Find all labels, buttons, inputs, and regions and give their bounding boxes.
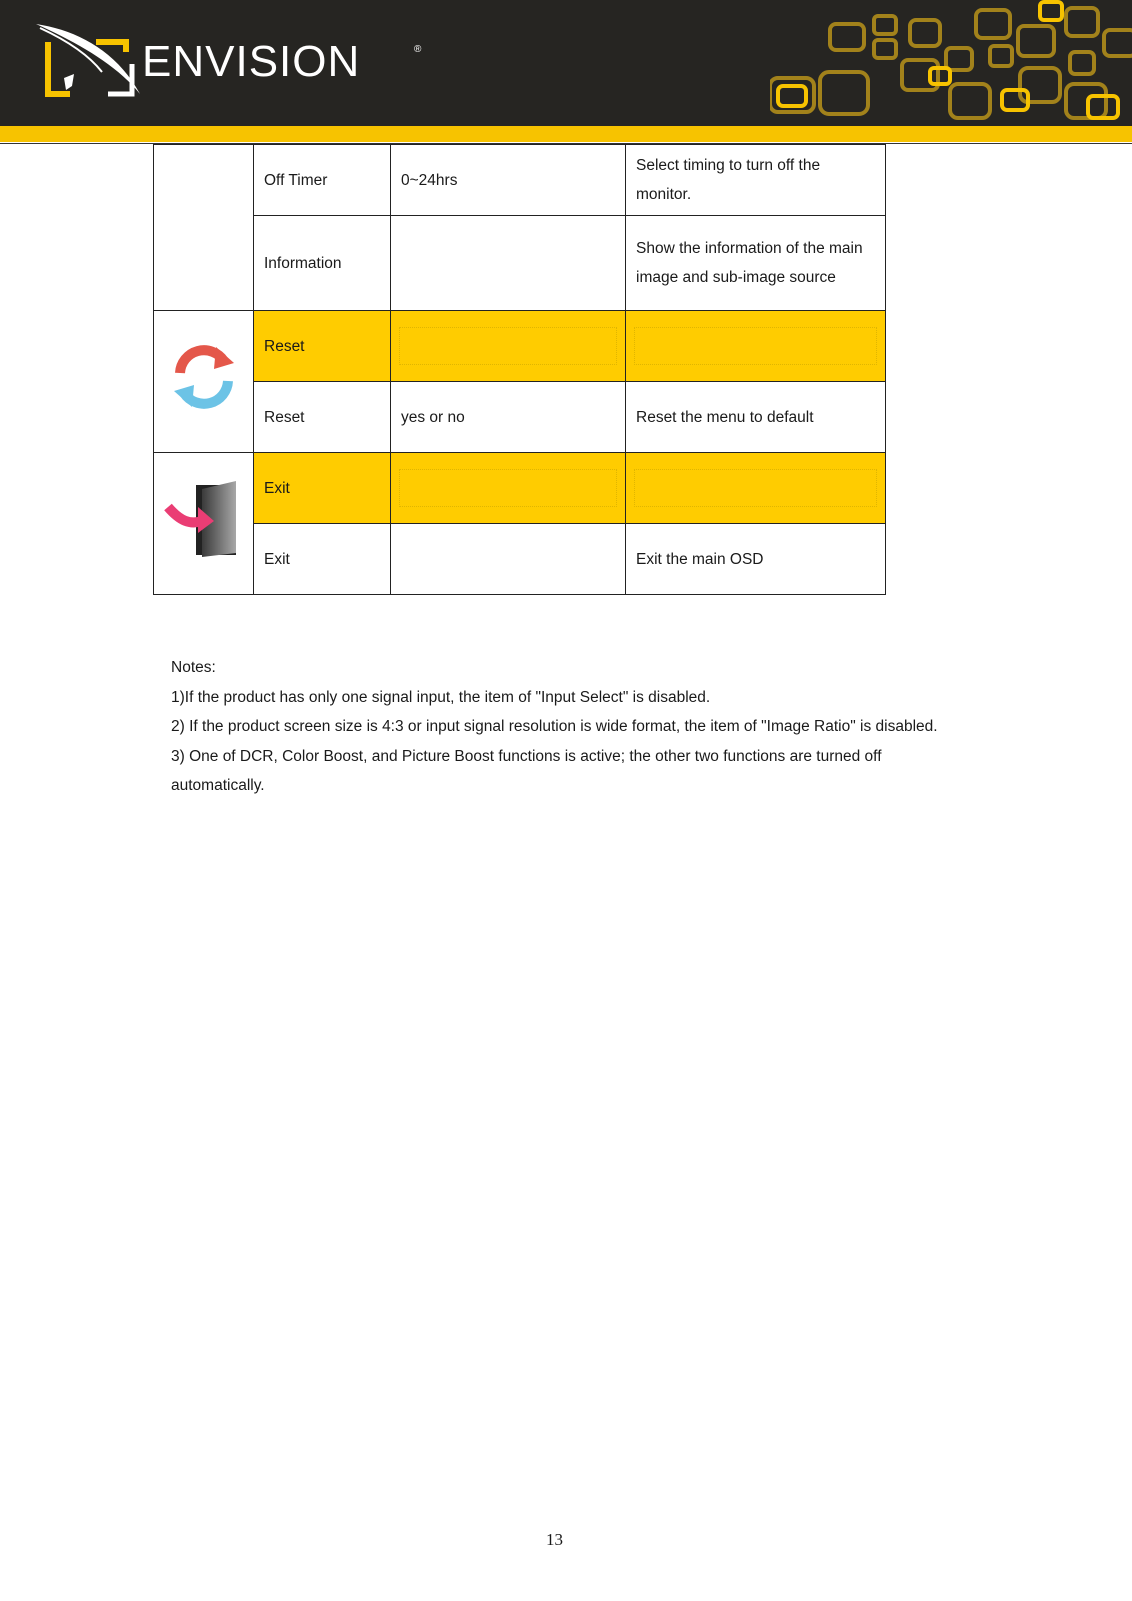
reset-icon xyxy=(168,337,240,417)
page-number: 13 xyxy=(546,1530,563,1549)
brand-name: ENVISION xyxy=(142,37,361,86)
monitor-pattern-decoration xyxy=(770,0,1132,126)
note-item: 1)If the product has only one signal input, the item of "Input Select" is disabled. xyxy=(171,688,711,706)
icon-cell-empty xyxy=(154,145,254,311)
range-cell: 0~24hrs xyxy=(391,145,626,216)
description-cell: Select timing to turn off the monitor. xyxy=(626,145,886,216)
description-cell: Show the information of the main image and sub-image source xyxy=(626,216,886,311)
note-item: 3) One of DCR, Color Boost, and Picture Boost functions is active; the other two functions are turned off automatically. xyxy=(171,747,882,794)
item-cell: Exit xyxy=(254,524,391,595)
section-empty-cell xyxy=(391,453,626,524)
icon-cell xyxy=(154,453,254,595)
section-empty-cell xyxy=(391,311,626,382)
description-cell: Exit the main OSD xyxy=(626,524,886,595)
table-section-row xyxy=(154,453,886,524)
description-cell: Reset the menu to default xyxy=(626,382,886,453)
item-cell: Off Timer xyxy=(254,145,391,216)
notes-title: Notes: xyxy=(171,659,216,676)
table-row xyxy=(154,382,886,453)
item-cell: Information xyxy=(254,216,391,311)
item-cell: Reset xyxy=(254,382,391,453)
range-cell: yes or no xyxy=(391,382,626,453)
notes-section xyxy=(171,653,971,801)
section-empty-cell xyxy=(626,453,886,524)
table-section-row xyxy=(154,311,886,382)
note-item: 2) If the product screen size is 4:3 or input signal resolution is wide format, the item of "Image Ratio" is disabled. xyxy=(171,718,938,735)
header-accent-stripe xyxy=(0,126,1132,142)
header-banner xyxy=(0,0,1132,126)
range-cell xyxy=(391,216,626,311)
icon-cell xyxy=(154,311,254,453)
table-row xyxy=(154,216,886,311)
range-cell xyxy=(391,524,626,595)
osd-menu-table xyxy=(153,144,886,595)
section-label: Reset xyxy=(254,311,391,382)
registered-mark: ® xyxy=(414,44,422,55)
section-empty-cell xyxy=(626,311,886,382)
table-row xyxy=(154,524,886,595)
exit-icon xyxy=(162,477,246,561)
section-label: Exit xyxy=(254,453,391,524)
table-row xyxy=(154,145,886,216)
